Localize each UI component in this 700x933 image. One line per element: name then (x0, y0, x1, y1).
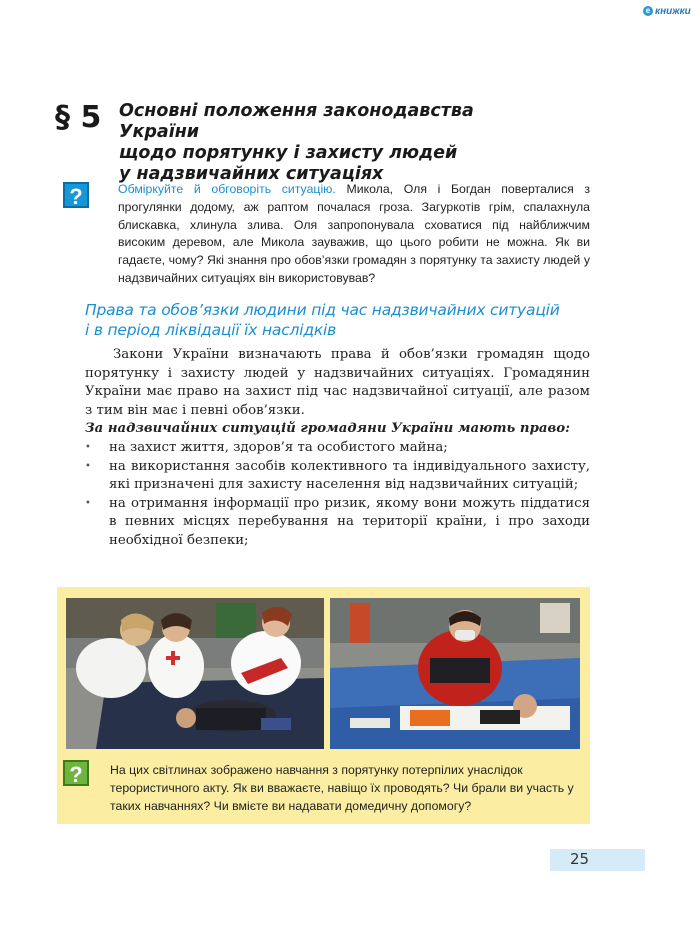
section-title-line: Основні положення законодавства України (119, 101, 474, 142)
list-item: • на отримання інформації про ризик, якому вони можуть піддатися в певних місцях перебування на території країни, і про заходи необхідної безпеки; (85, 495, 590, 551)
intro-text: Микола, Оля і Богдан поверталися з прогулянки додому, аж раптом почалася гроза. Загуркотів грім, спалахнула блискавка, хлинула злива. Оля запропонувала сховатися під найближчим високим деревом, але Микола зауважив, що цього робити не можна. Як ви гадаєте, чому? Які знання про обов’язки громадян з порятунку та захисту людей у надзвичайних ситуаціях він використовував? (118, 182, 590, 285)
list-item: • на захист життя, здоров’я та особистого майна; (85, 439, 590, 458)
page-number-bar (550, 849, 645, 871)
logo-icon: е (643, 6, 653, 16)
publisher-logo (643, 4, 699, 18)
question-icon: ? (63, 182, 89, 208)
subsection-heading-line: Права та обов’язки людини під час надзвичайних ситуацій (85, 301, 560, 319)
logo-text: книжки (655, 5, 691, 17)
body-paragraph: Закони України визначають права й обов’язки громадян щодо порятунку і захисту людей у надзвичайних ситуаціях. Громадянин України має право на захист під час надзвичайної ситуації, але разом з тим він має і певні обов’язки. (85, 347, 590, 418)
rights-heading: За надзвичайних ситуацій громадяни України мають право: (85, 421, 571, 437)
subsection-heading-line: і в період ліквідації їх наслідків (85, 321, 337, 339)
subsection-heading (85, 300, 605, 340)
intro-discussion (118, 181, 590, 288)
first-aid-training-photo (66, 598, 324, 749)
page-number: 25 (570, 850, 590, 868)
body-text (85, 346, 590, 551)
section-number: § 5 (55, 100, 102, 135)
photo-caption: На цих світлинах зображено навчання з порятунку потерпілих унаслідок терористичного акту. Як ви вважаєте, навіщо їх проводять? Чи брали ви участь у таких навчаннях? Чи вмієте ви надавати домедичну допомогу? (110, 763, 574, 813)
question-icon: ? (63, 760, 89, 786)
section-title (119, 101, 559, 185)
rights-list (85, 439, 590, 551)
intro-lead: Обміркуйте й обговоріть ситуацію. (118, 182, 336, 196)
section-title-line: у надзвичайних ситуаціях (119, 164, 384, 184)
rescue-training-photo (330, 598, 580, 749)
section-title-line: щодо порятунку і захисту людей (119, 143, 458, 163)
list-item: • на використання засобів колективного та індивідуального захисту, які призначені для захисту населення від надзвичайних ситуацій; (85, 458, 590, 495)
